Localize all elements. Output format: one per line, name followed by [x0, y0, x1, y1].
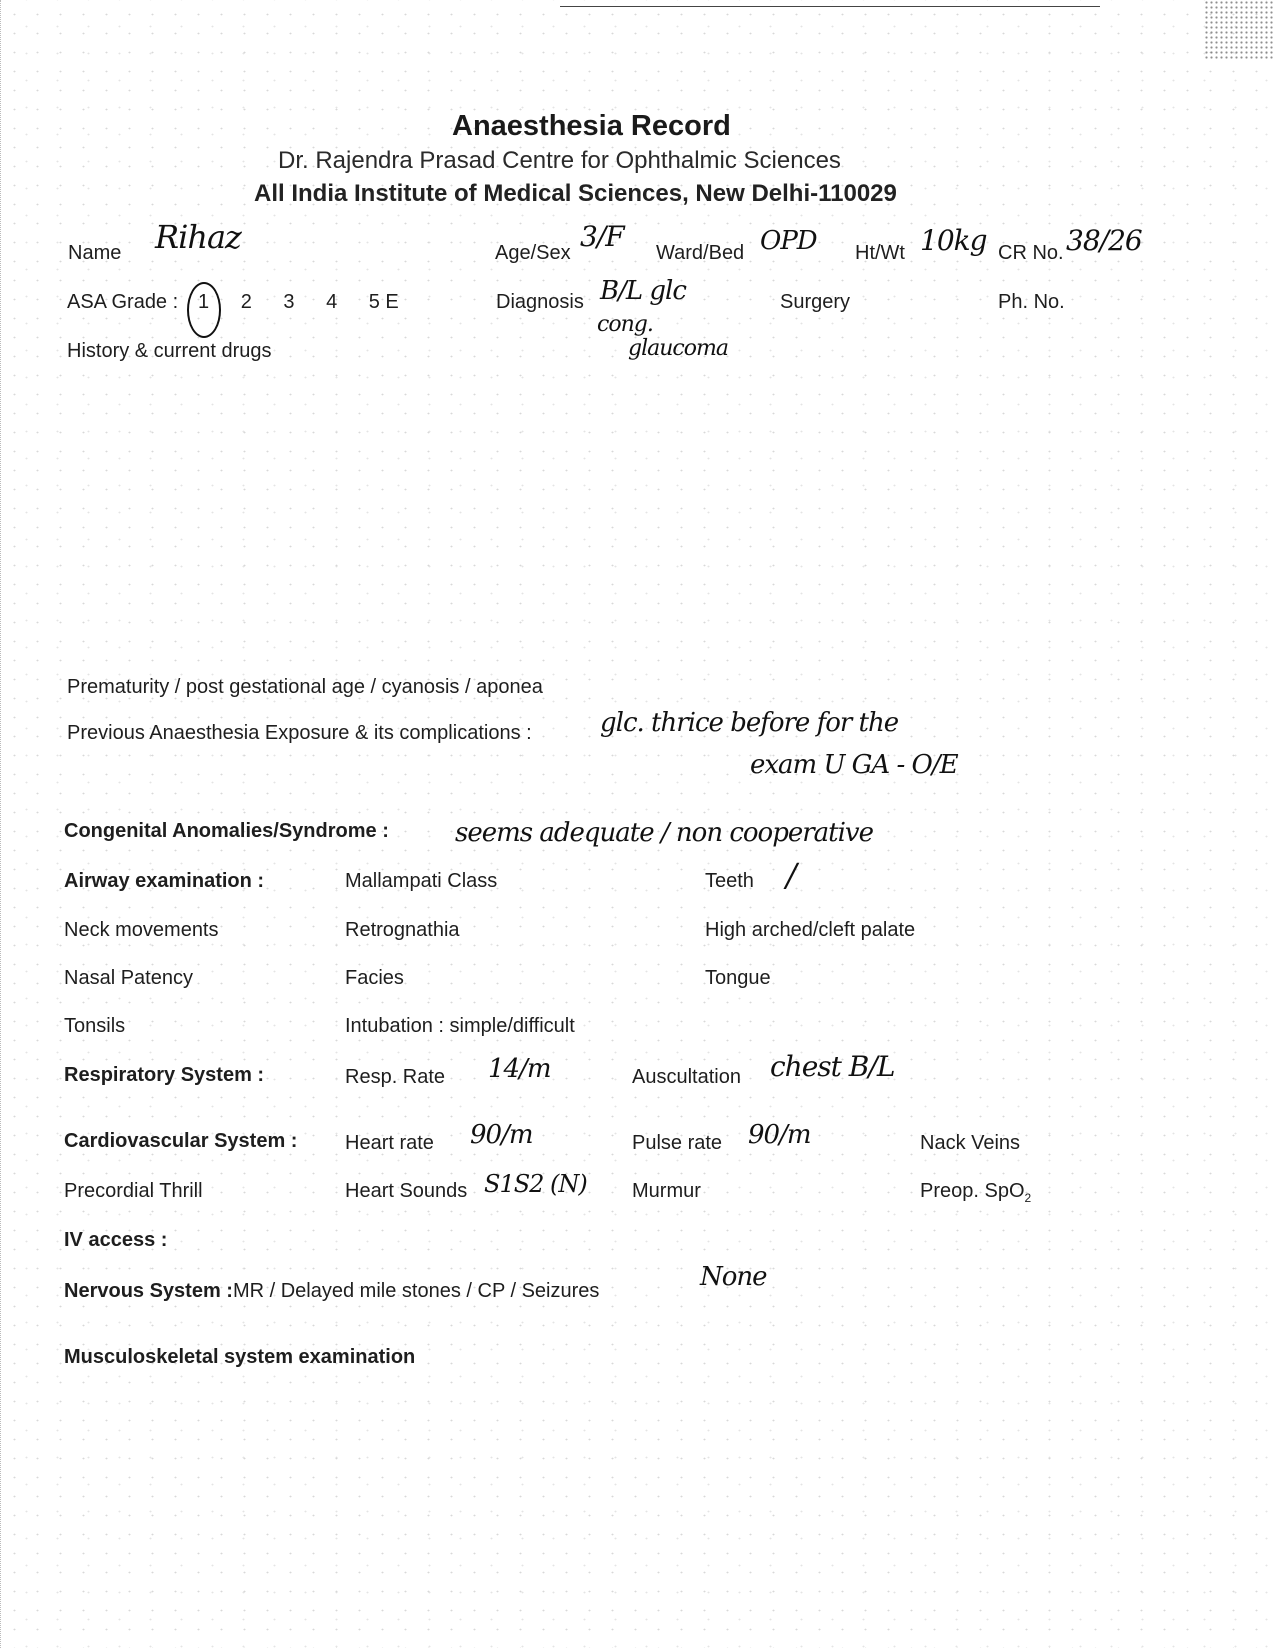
asa-option-3[interactable]: 3	[283, 291, 295, 313]
form-title: Anaesthesia Record	[452, 110, 731, 142]
name-field[interactable]: Rihaz	[155, 218, 241, 256]
teeth-field-mark[interactable]: /	[786, 856, 796, 894]
neck-movements-label: Neck movements	[64, 919, 219, 941]
previous-anaesthesia-field-line-1[interactable]: glc. thrice before for the	[600, 708, 899, 738]
cr-no-label: CR No.	[998, 242, 1064, 264]
heart-sounds-label: Heart Sounds	[345, 1180, 468, 1202]
age-sex-label: Age/Sex	[495, 242, 571, 264]
iv-access-label: IV access :	[64, 1229, 168, 1251]
ward-bed-label: Ward/Bed	[656, 242, 745, 264]
asa-grade-options[interactable]	[198, 291, 425, 314]
asa-option-2[interactable]: 2	[240, 291, 252, 313]
congenital-anomalies-label: Congenital Anomalies/Syndrome :	[64, 820, 389, 842]
ward-bed-field[interactable]: OPD	[760, 226, 817, 256]
auscultation-label: Auscultation	[632, 1066, 741, 1088]
name-label: Name	[68, 242, 122, 264]
diagnosis-field-line-3[interactable]: glaucoma	[628, 336, 728, 361]
intubation-label: Intubation : simple/difficult	[345, 1015, 575, 1037]
cr-no-field[interactable]: 38/26	[1066, 224, 1142, 257]
phone-label: Ph. No.	[998, 291, 1065, 313]
tonsils-label: Tonsils	[64, 1015, 126, 1037]
heart-rate-field[interactable]: 90/m	[470, 1120, 533, 1150]
surgery-label: Surgery	[780, 291, 851, 313]
teeth-label: Teeth	[705, 870, 754, 892]
respiratory-section-label: Respiratory System :	[64, 1064, 265, 1086]
ht-wt-label: Ht/Wt	[855, 242, 905, 264]
previous-anaesthesia-label: Previous Anaesthesia Exposure & its complications :	[67, 722, 532, 744]
nervous-options-label: MR / Delayed mile stones / CP / Seizures	[232, 1280, 600, 1302]
previous-anaesthesia-field-line-2[interactable]: exam U GA - O/E	[750, 750, 958, 780]
asa-option-4[interactable]: 4	[326, 291, 338, 313]
history-drugs-label: History & current drugs	[67, 340, 272, 362]
nasal-patency-label: Nasal Patency	[64, 967, 193, 989]
retrognathia-label: Retrognathia	[345, 919, 460, 941]
precordial-thrill-label: Precordial Thrill	[64, 1180, 203, 1202]
diagnosis-label: Diagnosis	[496, 291, 584, 313]
scan-edge-line	[560, 6, 1100, 7]
page-edge	[0, 0, 5, 1648]
heart-sounds-field[interactable]: S1S2 (N)	[484, 1170, 587, 1198]
age-sex-field[interactable]: 3/F	[580, 220, 624, 253]
mallampati-label: Mallampati Class	[345, 870, 498, 892]
diagnosis-field-line-1[interactable]: B/L glc	[600, 276, 686, 306]
nervous-system-row	[64, 1280, 599, 1303]
nervous-system-field[interactable]: None	[700, 1262, 767, 1292]
asa-grade-label: ASA Grade :	[67, 291, 179, 313]
asa-option-5e[interactable]: 5 E	[368, 291, 399, 313]
preop-spo2-text: Preop. SpO	[920, 1180, 1025, 1202]
musculoskeletal-label: Musculoskeletal system examination	[64, 1346, 416, 1368]
ht-wt-field[interactable]: 10kg	[920, 224, 987, 257]
airway-section-label: Airway examination :	[64, 870, 265, 892]
neck-veins-label: Nack Veins	[920, 1132, 1021, 1154]
preop-spo2-label	[920, 1180, 1031, 1205]
palate-label: High arched/cleft palate	[705, 919, 916, 941]
asa-selected-circle-mark	[187, 282, 221, 338]
nervous-section-label: Nervous System :	[64, 1280, 233, 1302]
diagnosis-field-line-2[interactable]: cong.	[597, 312, 653, 337]
pulse-rate-field[interactable]: 90/m	[748, 1120, 811, 1150]
resp-rate-label: Resp. Rate	[345, 1066, 446, 1088]
murmur-label: Murmur	[632, 1180, 701, 1202]
heart-rate-label: Heart rate	[345, 1132, 434, 1154]
pulse-rate-label: Pulse rate	[632, 1132, 723, 1154]
auscultation-field[interactable]: chest B/L	[770, 1050, 895, 1083]
resp-rate-field[interactable]: 14/m	[488, 1054, 551, 1084]
cardiovascular-section-label: Cardiovascular System :	[64, 1130, 298, 1152]
institution-line-1: Dr. Rajendra Prasad Centre for Ophthalmic Sciences	[278, 147, 841, 174]
asa-option-1[interactable]: 1	[198, 291, 210, 313]
tongue-label: Tongue	[705, 967, 771, 989]
scan-noise	[1204, 0, 1274, 60]
institution-line-2: All India Institute of Medical Sciences, New Delhi-110029	[254, 180, 897, 207]
prematurity-label: Prematurity / post gestational age / cyanosis / aponea	[67, 676, 543, 698]
congenital-anomalies-field[interactable]: seems adequate / non cooperative	[455, 818, 873, 848]
preop-spo2-subscript: 2	[1024, 1191, 1032, 1205]
facies-label: Facies	[345, 967, 404, 989]
